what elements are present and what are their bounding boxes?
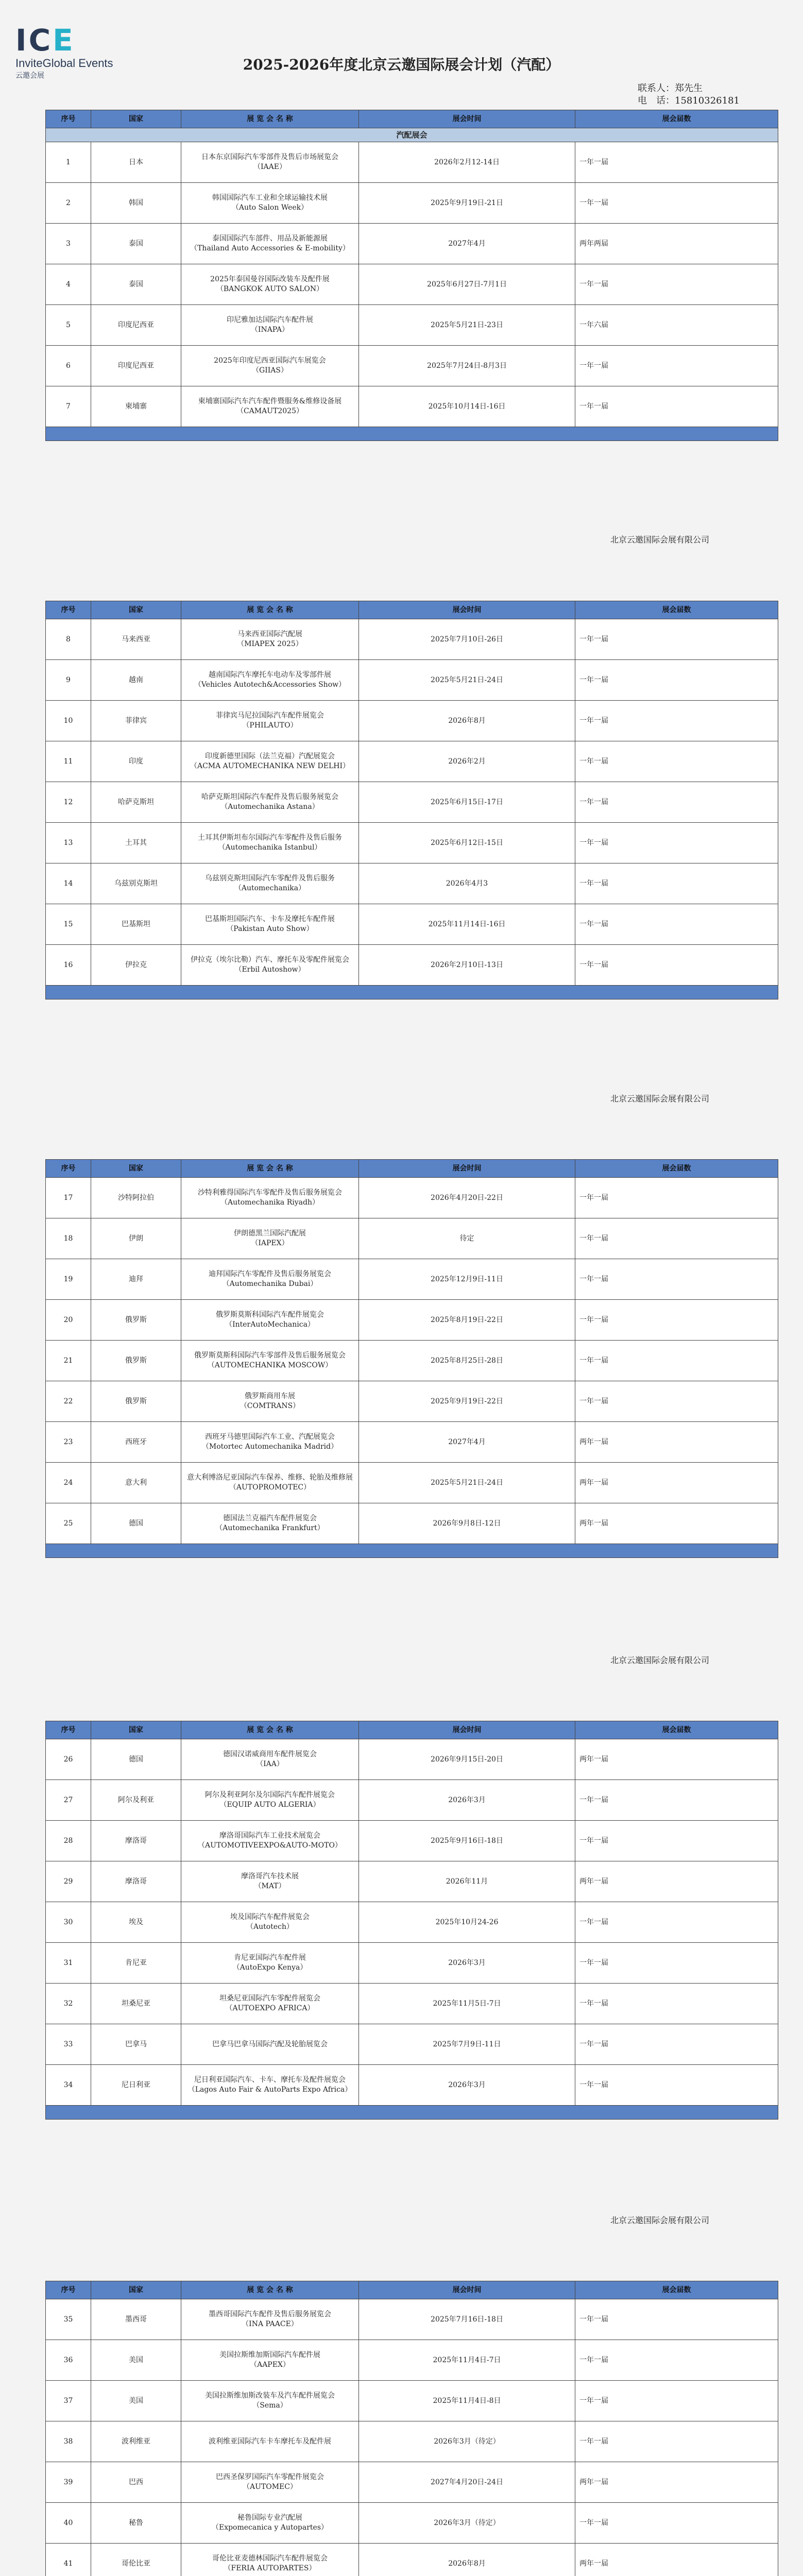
column-header-num: 序号 — [46, 1721, 91, 1739]
cell-time: 2026年3月（待定） — [359, 2503, 575, 2544]
table-row — [46, 863, 778, 904]
cell-name: 日本东京国际汽车零部件及售后市场展览会 （IAAE） — [181, 142, 359, 183]
table-row — [46, 1984, 778, 2024]
cell-freq: 一年一届 — [575, 1259, 778, 1300]
cell-num: 26 — [46, 1739, 91, 1780]
cell-time: 2026年3月 — [359, 2065, 575, 2106]
column-header-freq: 展会届数 — [575, 1721, 778, 1739]
cell-num: 31 — [46, 1943, 91, 1984]
cell-num: 38 — [46, 2421, 91, 2462]
cell-country: 俄罗斯 — [91, 1341, 181, 1381]
cell-freq: 两年两届 — [575, 224, 778, 264]
table-row — [46, 1300, 778, 1341]
cell-country: 印度尼西亚 — [91, 346, 181, 386]
table-row — [46, 264, 778, 305]
cell-num: 34 — [46, 2065, 91, 2106]
table-row — [46, 2024, 778, 2065]
table-row — [46, 619, 778, 660]
cell-time: 2026年4月20日-22日 — [359, 1178, 575, 1218]
cell-num: 23 — [46, 1422, 91, 1463]
cell-name: 越南国际汽车摩托车电动车及零部件展 （Vehicles Autotech&Accessories Show） — [181, 660, 359, 701]
cell-time: 2025年11月5日-7日 — [359, 1984, 575, 2024]
table-row — [46, 386, 778, 427]
column-header-num: 序号 — [46, 601, 91, 619]
column-header-name: 展 览 会 名 称 — [181, 110, 359, 128]
cell-name: 美国拉斯维加斯改装车及汽车配件展览会 （Sema） — [181, 2381, 359, 2421]
column-header-freq: 展会届数 — [575, 601, 778, 619]
cell-name: 尼日利亚国际汽车、卡车、摩托车及配件展览会 （Lagos Auto Fair & AutoParts Expo Africa） — [181, 2065, 359, 2106]
cell-num: 7 — [46, 386, 91, 427]
table-row — [46, 142, 778, 183]
category-row — [46, 128, 778, 142]
cell-country: 巴西 — [91, 2462, 181, 2503]
cell-time: 2025年6月27日-7月1日 — [359, 264, 575, 305]
cell-country: 乌兹别克斯坦 — [91, 863, 181, 904]
cell-time: 2025年6月15日-17日 — [359, 782, 575, 823]
cell-freq: 一年一届 — [575, 1300, 778, 1341]
cell-country: 波利维亚 — [91, 2421, 181, 2462]
cell-num: 20 — [46, 1300, 91, 1341]
cell-time: 2026年2月10日-13日 — [359, 945, 575, 986]
column-header-country: 国家 — [91, 1160, 181, 1178]
cell-freq: 一年一届 — [575, 2421, 778, 2462]
contact-person: 联系人：郑先生 — [638, 83, 703, 94]
table-row — [46, 2421, 778, 2462]
cell-freq: 一年一届 — [575, 1984, 778, 2024]
table-row — [46, 305, 778, 346]
cell-time: 2025年7月10日-26日 — [359, 619, 575, 660]
table-header-row — [46, 1160, 778, 1178]
table-row — [46, 183, 778, 224]
cell-freq: 一年一届 — [575, 1902, 778, 1943]
cell-num: 8 — [46, 619, 91, 660]
cell-country: 阿尔及利亚 — [91, 1780, 181, 1821]
cell-name: 俄罗斯莫斯科国际汽车配件展览会 （InterAutoMechanica） — [181, 1300, 359, 1341]
cell-name: 美国拉斯维加斯国际汽车配件展 （AAPEX） — [181, 2340, 359, 2381]
cell-freq: 两年一届 — [575, 1463, 778, 1503]
cell-name: 意大利博洛尼亚国际汽车保养、维修、轮胎及维修展 （AUTOPROMOTEC） — [181, 1463, 359, 1503]
logo-chinese-name: 云邀会展 — [15, 72, 44, 80]
cell-freq: 两年一届 — [575, 1503, 778, 1544]
table-row — [46, 1259, 778, 1300]
cell-num: 14 — [46, 863, 91, 904]
cell-country: 摩洛哥 — [91, 1861, 181, 1902]
cell-time: 2025年11月4日-8日 — [359, 2381, 575, 2421]
cell-country: 越南 — [91, 660, 181, 701]
cell-freq: 一年一届 — [575, 142, 778, 183]
cell-name: 巴基斯坦国际汽车、卡车及摩托车配件展 （Pakistan Auto Show） — [181, 904, 359, 945]
cell-num: 40 — [46, 2503, 91, 2544]
cell-freq: 一年一届 — [575, 1341, 778, 1381]
cell-time: 2026年9月15日-20日 — [359, 1739, 575, 1780]
cell-num: 24 — [46, 1463, 91, 1503]
cell-time: 2026年2月12-14日 — [359, 142, 575, 183]
cell-name: 迪拜国际汽车零配件及售后服务展览会 （Automechanika Dubai） — [181, 1259, 359, 1300]
cell-time: 2025年12月9日-11日 — [359, 1259, 575, 1300]
table-row — [46, 1218, 778, 1259]
cell-name: 德国法兰克福汽车配件展览会 （Automechanika Frankfurt） — [181, 1503, 359, 1544]
cell-freq: 一年一届 — [575, 1780, 778, 1821]
cell-freq: 一年一届 — [575, 945, 778, 986]
cell-time: 2026年3月（待定） — [359, 2421, 575, 2462]
table-row — [46, 1780, 778, 1821]
cell-country: 韩国 — [91, 183, 181, 224]
cell-freq: 一年一届 — [575, 2024, 778, 2065]
cell-name: 泰国国际汽车部件、用品及新能源展 （Thailand Auto Accessories & E-mobility） — [181, 224, 359, 264]
cell-country: 伊朗 — [91, 1218, 181, 1259]
column-header-name: 展 览 会 名 称 — [181, 1721, 359, 1739]
cell-freq: 一年一届 — [575, 1178, 778, 1218]
cell-num: 1 — [46, 142, 91, 183]
table-footer-band — [46, 427, 778, 441]
cell-num: 13 — [46, 823, 91, 863]
page-title: 2025-2026年度北京云邀国际展会计划（汽配） — [243, 56, 560, 73]
cell-name: 秘鲁国际专业汽配展 （Expomecanica y Autopartes） — [181, 2503, 359, 2544]
cell-num: 35 — [46, 2299, 91, 2340]
cell-freq: 一年一届 — [575, 264, 778, 305]
table-row — [46, 1503, 778, 1544]
cell-name: 2025年泰国曼谷国际改装车及配件展 （BANGKOK AUTO SALON） — [181, 264, 359, 305]
contact-phone: 电 话：15810326181 — [638, 95, 740, 106]
cell-name: 肯尼亚国际汽车配件展 （AutoExpo Kenya） — [181, 1943, 359, 1984]
exhibition-table — [45, 601, 778, 999]
cell-time: 2026年4月3 — [359, 863, 575, 904]
column-header-num: 序号 — [46, 1160, 91, 1178]
cell-time: 2025年5月21日-23日 — [359, 305, 575, 346]
table-row — [46, 1902, 778, 1943]
cell-num: 30 — [46, 1902, 91, 1943]
table-row — [46, 2503, 778, 2544]
cell-time: 2025年5月21日-24日 — [359, 660, 575, 701]
cell-freq: 两年一届 — [575, 1422, 778, 1463]
cell-country: 墨西哥 — [91, 2299, 181, 2340]
cell-name: 伊朗德黑兰国际汽配展 （IAPEX） — [181, 1218, 359, 1259]
cell-num: 39 — [46, 2462, 91, 2503]
cell-time: 2025年11月4日-7日 — [359, 2340, 575, 2381]
cell-time: 2026年11月 — [359, 1861, 575, 1902]
cell-num: 33 — [46, 2024, 91, 2065]
cell-num: 2 — [46, 183, 91, 224]
cell-time: 2025年10月14日-16日 — [359, 386, 575, 427]
table-footer-band — [46, 986, 778, 999]
company-signature: 北京云邀国际会展有限公司 — [610, 2215, 710, 2225]
cell-freq: 一年一届 — [575, 2381, 778, 2421]
column-header-time: 展会时间 — [359, 2281, 575, 2299]
cell-freq: 一年一届 — [575, 1381, 778, 1422]
cell-country: 哥伦比亚 — [91, 2544, 181, 2576]
cell-country: 伊拉克 — [91, 945, 181, 986]
table-row — [46, 823, 778, 863]
column-header-name: 展 览 会 名 称 — [181, 1160, 359, 1178]
column-header-country: 国家 — [91, 2281, 181, 2299]
cell-country: 德国 — [91, 1503, 181, 1544]
cell-country: 美国 — [91, 2340, 181, 2381]
cell-freq: 一年一届 — [575, 701, 778, 741]
table-row — [46, 701, 778, 741]
cell-country: 沙特阿拉伯 — [91, 1178, 181, 1218]
table-row — [46, 1422, 778, 1463]
cell-country: 泰国 — [91, 224, 181, 264]
cell-num: 9 — [46, 660, 91, 701]
cell-country: 埃及 — [91, 1902, 181, 1943]
cell-name: 摩洛哥国际汽车工业技术展览会 （AUTOMOTIVEEXPO&AUTO-MOTO） — [181, 1821, 359, 1861]
cell-name: 波利维亚国际汽车卡车摩托车及配件展 — [181, 2421, 359, 2462]
table-row — [46, 1463, 778, 1503]
cell-freq: 一年一届 — [575, 823, 778, 863]
cell-time: 2025年7月16日-18日 — [359, 2299, 575, 2340]
cell-name: 印尼雅加达国际汽车配件展 （INAPA） — [181, 305, 359, 346]
cell-country: 迪拜 — [91, 1259, 181, 1300]
cell-name: 土耳其伊斯坦布尔国际汽车零配件及售后服务 （Automechanika Istanbul） — [181, 823, 359, 863]
table-row — [46, 1821, 778, 1861]
cell-name: 墨西哥国际汽车配件及售后服务展览会 （INA PAACE） — [181, 2299, 359, 2340]
table-row — [46, 1943, 778, 1984]
column-header-country: 国家 — [91, 110, 181, 128]
column-header-freq: 展会届数 — [575, 2281, 778, 2299]
cell-name: 哥伦比亚麦德林国际汽车配件展览会 （FERIA AUTOPARTES） — [181, 2544, 359, 2576]
cell-time: 2025年10月24-26 — [359, 1902, 575, 1943]
table-row — [46, 2065, 778, 2106]
cell-country: 摩洛哥 — [91, 1821, 181, 1861]
table-row — [46, 1341, 778, 1381]
cell-num: 4 — [46, 264, 91, 305]
cell-num: 32 — [46, 1984, 91, 2024]
table-row — [46, 224, 778, 264]
cell-time: 2027年4月 — [359, 224, 575, 264]
cell-time: 2027年4月 — [359, 1422, 575, 1463]
cell-time: 2025年6月12日-15日 — [359, 823, 575, 863]
cell-name: 巴西圣保罗国际汽车零配件展览会 （AUTOMEC） — [181, 2462, 359, 2503]
cell-name: 印度新德里国际（法兰克福）汽配展览会 （ACMA AUTOMECHANIKA NEW DELHI） — [181, 741, 359, 782]
table-row — [46, 2462, 778, 2503]
table-row — [46, 1178, 778, 1218]
cell-time: 2025年11月14日-16日 — [359, 904, 575, 945]
cell-name: 俄罗斯商用车展 （COMTRANS） — [181, 1381, 359, 1422]
cell-time: 2025年5月21日-24日 — [359, 1463, 575, 1503]
contact-info — [638, 82, 740, 107]
cell-freq: 一年一届 — [575, 1943, 778, 1984]
company-signature: 北京云邀国际会展有限公司 — [610, 535, 710, 545]
cell-country: 俄罗斯 — [91, 1300, 181, 1341]
cell-freq: 一年一届 — [575, 2299, 778, 2340]
cell-time: 2026年2月 — [359, 741, 575, 782]
cell-freq: 一年一届 — [575, 2503, 778, 2544]
cell-name: 伊拉克（埃尔比勒）汽车、摩托车及零配件展览会 （Erbil Autoshow） — [181, 945, 359, 986]
cell-freq: 一年一届 — [575, 660, 778, 701]
company-signature: 北京云邀国际会展有限公司 — [610, 1655, 710, 1665]
cell-num: 11 — [46, 741, 91, 782]
cell-country: 泰国 — [91, 264, 181, 305]
cell-country: 德国 — [91, 1739, 181, 1780]
cell-time: 2025年8月25日-28日 — [359, 1341, 575, 1381]
table-row — [46, 2299, 778, 2340]
cell-country: 俄罗斯 — [91, 1381, 181, 1422]
cell-country: 印度尼西亚 — [91, 305, 181, 346]
column-header-time: 展会时间 — [359, 1721, 575, 1739]
table-row — [46, 2544, 778, 2576]
cell-name: 马来西亚国际汽配展 （MIAPEX 2025） — [181, 619, 359, 660]
column-header-time: 展会时间 — [359, 1160, 575, 1178]
cell-num: 25 — [46, 1503, 91, 1544]
cell-country: 柬埔寨 — [91, 386, 181, 427]
table-row — [46, 1861, 778, 1902]
cell-name: 哈萨克斯坦国际汽车配件及售后服务展览会 （Automechanika Astana） — [181, 782, 359, 823]
cell-num: 29 — [46, 1861, 91, 1902]
table-header-row — [46, 110, 778, 128]
table-row — [46, 945, 778, 986]
cell-freq: 两年一届 — [575, 2462, 778, 2503]
cell-freq: 两年一届 — [575, 1739, 778, 1780]
cell-country: 巴拿马 — [91, 2024, 181, 2065]
logo-mark: ICE — [15, 23, 75, 58]
cell-time: 2025年8月19日-22日 — [359, 1300, 575, 1341]
cell-num: 5 — [46, 305, 91, 346]
column-header-country: 国家 — [91, 601, 181, 619]
cell-num: 17 — [46, 1178, 91, 1218]
cell-freq: 一年一届 — [575, 863, 778, 904]
cell-num: 15 — [46, 904, 91, 945]
cell-time: 待定 — [359, 1218, 575, 1259]
cell-freq: 一年一届 — [575, 386, 778, 427]
cell-country: 菲律宾 — [91, 701, 181, 741]
cell-time: 2025年9月16日-18日 — [359, 1821, 575, 1861]
cell-country: 秘鲁 — [91, 2503, 181, 2544]
cell-freq: 两年一届 — [575, 2544, 778, 2576]
cell-num: 19 — [46, 1259, 91, 1300]
cell-country: 美国 — [91, 2381, 181, 2421]
table-row — [46, 1381, 778, 1422]
cell-country: 意大利 — [91, 1463, 181, 1503]
cell-name: 俄罗斯莫斯科国际汽车零部件及售后服务展览会 （AUTOMECHANIKA MOSCOW） — [181, 1341, 359, 1381]
exhibition-table — [45, 1721, 778, 2120]
cell-freq: 一年一届 — [575, 782, 778, 823]
cell-time: 2026年9月8日-12日 — [359, 1503, 575, 1544]
cell-name: 西班牙马德里国际汽车工业、汽配展览会 （Motortec Automechanika Madrid） — [181, 1422, 359, 1463]
cell-freq: 一年一届 — [575, 1821, 778, 1861]
cell-freq: 一年一届 — [575, 2065, 778, 2106]
cell-freq: 两年一届 — [575, 1861, 778, 1902]
cell-name: 埃及国际汽车配件展览会 （Autotech） — [181, 1902, 359, 1943]
cell-freq: 一年一届 — [575, 741, 778, 782]
cell-country: 西班牙 — [91, 1422, 181, 1463]
cell-country: 印度 — [91, 741, 181, 782]
cell-name: 2025年印度尼西亚国际汽车展览会 （GIIAS） — [181, 346, 359, 386]
table-row — [46, 346, 778, 386]
cell-num: 28 — [46, 1821, 91, 1861]
cell-num: 21 — [46, 1341, 91, 1381]
table-row — [46, 2340, 778, 2381]
cell-time: 2026年3月 — [359, 1943, 575, 1984]
category-label: 汽配展会 — [46, 128, 778, 142]
cell-freq: 一年一届 — [575, 1218, 778, 1259]
cell-time: 2025年7月9日-11日 — [359, 2024, 575, 2065]
table-row — [46, 1739, 778, 1780]
column-header-num: 序号 — [46, 2281, 91, 2299]
cell-name: 菲律宾马尼拉国际汽车配件展览会 （PHILAUTO） — [181, 701, 359, 741]
cell-time: 2025年9月19日-21日 — [359, 183, 575, 224]
cell-freq: 一年一届 — [575, 183, 778, 224]
cell-name: 巴拿马巴拿马国际汽配及轮胎展览会 — [181, 2024, 359, 2065]
cell-freq: 一年一届 — [575, 619, 778, 660]
cell-num: 36 — [46, 2340, 91, 2381]
table-header-row — [46, 2281, 778, 2299]
cell-num: 27 — [46, 1780, 91, 1821]
table-footer-band — [46, 2106, 778, 2120]
exhibition-table — [45, 1159, 778, 1558]
cell-freq: 一年六届 — [575, 305, 778, 346]
cell-time: 2026年8月 — [359, 2544, 575, 2576]
cell-country: 日本 — [91, 142, 181, 183]
table-row — [46, 2381, 778, 2421]
cell-name: 坦桑尼亚国际汽车零配件展览会 （AUTOEXPO AFRICA） — [181, 1984, 359, 2024]
cell-num: 16 — [46, 945, 91, 986]
column-header-time: 展会时间 — [359, 601, 575, 619]
cell-time: 2025年9月19日-22日 — [359, 1381, 575, 1422]
company-signature: 北京云邀国际会展有限公司 — [610, 1094, 710, 1104]
table-header-row — [46, 601, 778, 619]
cell-num: 41 — [46, 2544, 91, 2576]
cell-name: 柬埔寨国际汽车汽车配件暨服务&维修设备展 （CAMAUT2025） — [181, 386, 359, 427]
cell-country: 土耳其 — [91, 823, 181, 863]
column-header-time: 展会时间 — [359, 110, 575, 128]
cell-time: 2026年3月 — [359, 1780, 575, 1821]
cell-name: 乌兹别克斯坦国际汽车零配件及售后服务 （Automechanika） — [181, 863, 359, 904]
cell-num: 22 — [46, 1381, 91, 1422]
cell-num: 12 — [46, 782, 91, 823]
column-header-freq: 展会届数 — [575, 1160, 778, 1178]
cell-name: 沙特利雅得国际汽车零配件及售后服务展览会 （Automechanika Riyadh） — [181, 1178, 359, 1218]
column-header-name: 展 览 会 名 称 — [181, 2281, 359, 2299]
logo-english-name: InviteGlobal Events — [15, 57, 113, 70]
exhibition-table — [45, 110, 778, 441]
cell-country: 肯尼亚 — [91, 1943, 181, 1984]
column-header-freq: 展会届数 — [575, 110, 778, 128]
cell-freq: 一年一届 — [575, 2340, 778, 2381]
column-header-num: 序号 — [46, 110, 91, 128]
table-row — [46, 782, 778, 823]
cell-name: 德国汉诺威商用车配件展览会 （IAA） — [181, 1739, 359, 1780]
column-header-country: 国家 — [91, 1721, 181, 1739]
cell-freq: 一年一届 — [575, 346, 778, 386]
cell-num: 10 — [46, 701, 91, 741]
table-footer-band — [46, 1544, 778, 1558]
cell-name: 阿尔及利亚阿尔及尔国际汽车配件展览会 （EQUIP AUTO ALGERIA） — [181, 1780, 359, 1821]
cell-num: 37 — [46, 2381, 91, 2421]
table-row — [46, 741, 778, 782]
column-header-name: 展 览 会 名 称 — [181, 601, 359, 619]
cell-freq: 一年一届 — [575, 904, 778, 945]
cell-num: 18 — [46, 1218, 91, 1259]
cell-name: 韩国国际汽车工业和全球运输技术展 （Auto Salon Week） — [181, 183, 359, 224]
table-header-row — [46, 1721, 778, 1739]
cell-time: 2026年8月 — [359, 701, 575, 741]
cell-country: 马来西亚 — [91, 619, 181, 660]
cell-num: 3 — [46, 224, 91, 264]
cell-country: 巴基斯坦 — [91, 904, 181, 945]
table-row — [46, 904, 778, 945]
cell-country: 尼日利亚 — [91, 2065, 181, 2106]
table-row — [46, 660, 778, 701]
cell-num: 6 — [46, 346, 91, 386]
exhibition-table — [45, 2281, 778, 2576]
cell-country: 哈萨克斯坦 — [91, 782, 181, 823]
cell-time: 2027年4月20日-24日 — [359, 2462, 575, 2503]
cell-name: 摩洛哥汽车技术展 （MAT） — [181, 1861, 359, 1902]
cell-country: 坦桑尼亚 — [91, 1984, 181, 2024]
cell-time: 2025年7月24日-8月3日 — [359, 346, 575, 386]
